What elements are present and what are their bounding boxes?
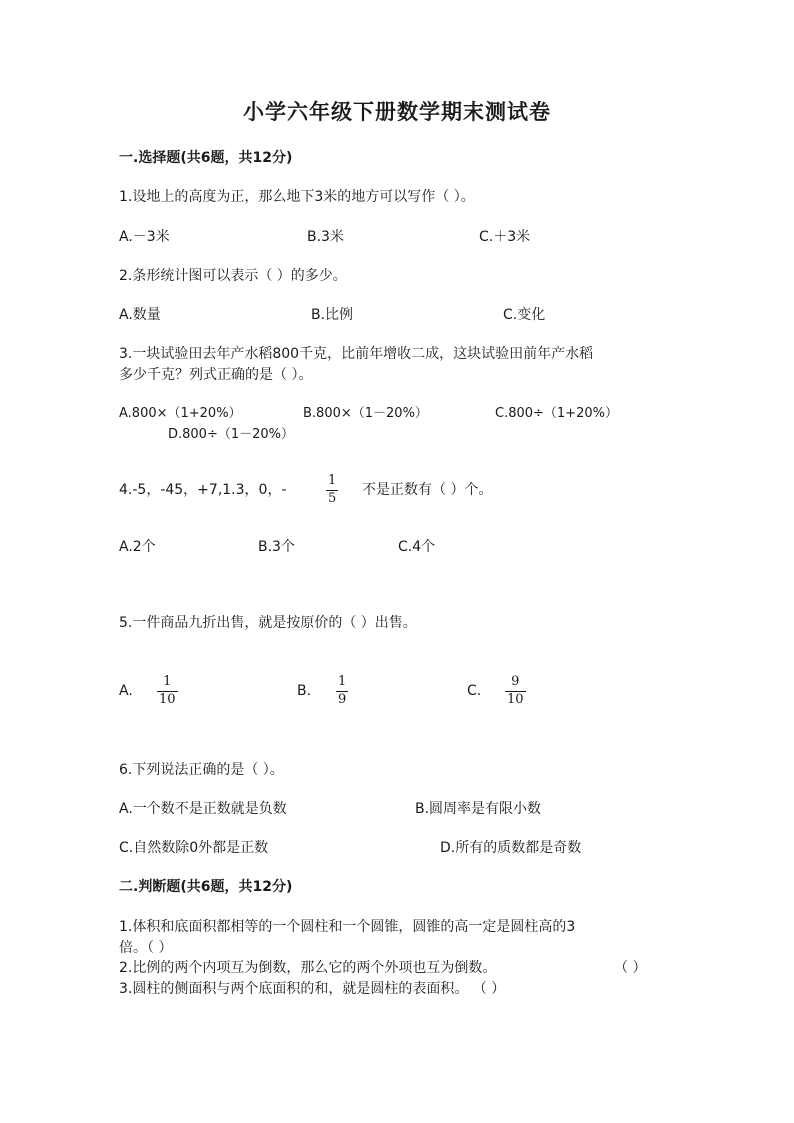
question-2-stem: 2.条形统计图可以表示（ ）的多少。 [119, 268, 347, 284]
question-5-option-c-fraction [505, 675, 526, 708]
question-5-option-a-fraction [157, 675, 178, 708]
section-heading-true-false: 二.判断题(共6题，共12分) [119, 879, 293, 895]
fraction-numerator: 1 [328, 473, 337, 488]
page-title: 小学六年级下册数学期末测试卷 [243, 99, 551, 124]
question-3-stem-line-1: 3.一块试验田去年产水稻800千克，比前年增收二成，这块试验田前年产水稻 [119, 346, 594, 362]
question-3-option-b: B.800×（1－20%） [303, 406, 428, 421]
fraction-denominator: 10 [159, 691, 176, 707]
question-4-option-a: A.2个 [119, 539, 156, 555]
question-5-option-b-label: B. [297, 683, 312, 699]
question-4-option-b: B.3个 [258, 539, 295, 555]
question-1-stem: 1.设地上的高度为正，那么地下3米的地方可以写作（ ）。 [119, 189, 475, 205]
question-6-stem: 6.下列说法正确的是（ ）。 [119, 762, 284, 778]
question-4-stem-start: 4.-5，-45，+7,1.3，0，- [119, 482, 287, 498]
question-1-option-c: C.＋3米 [479, 229, 531, 245]
question-6-option-d: D.所有的质数都是奇数 [440, 840, 582, 856]
judgement-2-answer-blank: （ ） [614, 960, 647, 976]
question-5-option-b-fraction [336, 675, 348, 708]
fraction-numerator: 9 [511, 674, 520, 689]
question-3-option-c: C.800÷（1+20%） [495, 406, 618, 421]
judgement-2: 2.比例的两个内项互为倒数，那么它的两个外项也互为倒数。 [119, 960, 497, 976]
question-5-stem: 5.一件商品九折出售，就是按原价的（ ）出售。 [119, 615, 417, 631]
question-2-option-b: B.比例 [311, 307, 354, 323]
fraction-denominator: 5 [328, 490, 337, 506]
question-3-option-d: D.800÷（1－20%） [168, 427, 295, 442]
fraction-denominator: 10 [507, 691, 524, 707]
question-1-option-b: B.3米 [307, 229, 344, 245]
judgement-1-line-2: 倍。（ ） [119, 940, 173, 956]
question-6-option-c: C.自然数除0外都是正数 [119, 840, 269, 856]
judgement-1-line-1: 1.体积和底面积都相等的一个圆柱和一个圆锥，圆锥的高一定是圆柱高的3 [119, 919, 576, 935]
question-1-option-a: A.－3米 [119, 229, 170, 245]
judgement-3: 3.圆柱的侧面积与两个底面积的和，就是圆柱的表面积。 （ ） [119, 981, 506, 997]
question-2-option-c: C.变化 [503, 307, 546, 323]
question-5-option-a-label: A. [119, 683, 133, 699]
question-2-option-a: A.数量 [119, 307, 161, 323]
question-6-option-a: A.一个数不是正数就是负数 [119, 801, 287, 817]
fraction-denominator: 9 [338, 691, 347, 707]
section-heading-choice: 一.选择题(共6题，共12分) [119, 150, 293, 166]
question-4-fraction [326, 474, 338, 507]
question-6-option-b: B.圆周率是有限小数 [415, 801, 542, 817]
question-5-option-c-label: C. [467, 683, 482, 699]
fraction-numerator: 1 [338, 674, 347, 689]
question-4-stem-end: 不是正数有（ ）个。 [362, 482, 493, 498]
question-3-stem-line-2: 多少千克？列式正确的是（ ）。 [119, 367, 313, 383]
fraction-numerator: 1 [163, 674, 172, 689]
question-3-option-a: A.800×（1+20%） [119, 406, 242, 421]
question-4-option-c: C.4个 [398, 539, 436, 555]
